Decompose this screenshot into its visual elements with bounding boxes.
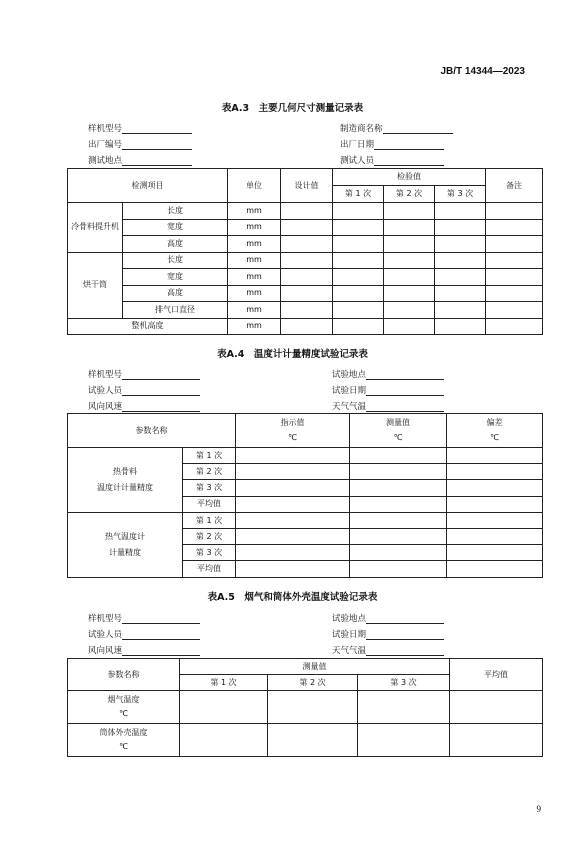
a4-group-name: 热骨料 温度计计量精度 [68, 448, 183, 513]
a5-header-run2: 第 2 次 [268, 675, 358, 691]
a3-group-name: 烘干筒 [68, 252, 123, 318]
cell[interactable] [447, 496, 543, 512]
cell[interactable] [333, 285, 384, 302]
cell[interactable] [486, 236, 543, 253]
cell[interactable] [447, 545, 543, 561]
cell[interactable] [333, 269, 384, 286]
a3-header-check: 检验值 [333, 169, 486, 186]
a3-header-run2: 第 2 次 [384, 186, 435, 203]
cell[interactable] [281, 236, 333, 253]
cell[interactable] [333, 203, 384, 220]
a4-row-label: 平均值 [183, 496, 236, 512]
cell[interactable] [435, 285, 486, 302]
a3-row-unit: mm [228, 285, 281, 302]
a3-factory-date-field: 出厂日期 [340, 138, 444, 150]
table-row [68, 269, 543, 286]
a4-weather-field: 天气气温 [332, 400, 444, 412]
cell[interactable] [281, 219, 333, 236]
a5-header-param: 参数名称 [68, 659, 180, 691]
a4-row-label: 第 1 次 [183, 448, 236, 464]
table-a5-title: 表A.5 烟气和筒体外壳温度试验记录表 [207, 592, 378, 603]
a3-tester-field: 测试人员 [340, 154, 444, 166]
a4-row-label: 平均值 [183, 561, 236, 577]
table-row [68, 691, 543, 724]
a5-header-measured: 测量值 [180, 659, 450, 675]
cell[interactable] [281, 285, 333, 302]
cell[interactable] [435, 269, 486, 286]
a3-group-name: 冷骨料提升机 [68, 203, 123, 253]
cell[interactable] [236, 448, 350, 464]
cell[interactable] [281, 269, 333, 286]
table-row [68, 302, 543, 319]
a4-wind-field: 风向风速 [88, 400, 200, 412]
table-row [68, 285, 543, 302]
a3-header-unit: 单位 [228, 169, 281, 203]
cell[interactable] [236, 512, 350, 528]
standard-number: JB/T 14344—2023 [440, 66, 525, 77]
cell[interactable] [486, 285, 543, 302]
a3-header-item: 检测项目 [68, 169, 228, 203]
a3-row-unit: mm [228, 219, 281, 236]
a3-row-label: 宽度 [123, 219, 228, 236]
a3-row-unit: mm [228, 252, 281, 269]
cell[interactable] [236, 496, 350, 512]
cell[interactable] [350, 464, 447, 480]
table-row [68, 724, 543, 757]
cell[interactable] [236, 464, 350, 480]
a4-group-name: 热气温度计 计量精度 [68, 512, 183, 577]
cell[interactable] [435, 302, 486, 319]
a3-row-label: 高度 [123, 285, 228, 302]
table-row [68, 219, 543, 236]
cell[interactable] [268, 691, 358, 724]
table-row [68, 318, 543, 335]
a3-row-unit: mm [228, 236, 281, 253]
a4-tester-field: 试验人员 [88, 384, 200, 396]
a3-row-unit: mm [228, 269, 281, 286]
cell[interactable] [384, 302, 435, 319]
cell[interactable] [268, 724, 358, 757]
cell[interactable] [447, 528, 543, 544]
a4-header-param: 参数名称 [68, 414, 236, 448]
cell[interactable] [358, 724, 450, 757]
cell[interactable] [486, 203, 543, 220]
cell[interactable] [435, 236, 486, 253]
cell[interactable] [486, 252, 543, 269]
cell[interactable] [384, 219, 435, 236]
cell[interactable] [333, 219, 384, 236]
cell[interactable] [384, 252, 435, 269]
cell[interactable] [333, 236, 384, 253]
cell[interactable] [281, 252, 333, 269]
a5-wind-field: 风向风速 [88, 644, 200, 656]
a5-tester-field: 试验人员 [88, 628, 200, 640]
cell[interactable] [447, 561, 543, 577]
cell[interactable] [450, 691, 543, 724]
cell[interactable] [447, 448, 543, 464]
a4-header-measured: 测量值 ℃ [350, 414, 447, 448]
a3-row-unit: mm [228, 203, 281, 220]
a3-total-label: 整机高度 [68, 318, 228, 335]
cell[interactable] [486, 219, 543, 236]
a5-location-field: 试验地点 [332, 612, 444, 624]
cell[interactable] [180, 691, 268, 724]
a5-header-avg: 平均值 [450, 659, 543, 691]
table-row [68, 448, 543, 464]
table-a5 [67, 658, 543, 757]
cell[interactable] [281, 302, 333, 319]
a3-manufacturer-field: 制造商名称 [340, 122, 453, 134]
a3-row-unit: mm [228, 302, 281, 319]
cell[interactable] [350, 528, 447, 544]
cell[interactable] [180, 724, 268, 757]
cell[interactable] [384, 318, 435, 335]
cell[interactable] [350, 561, 447, 577]
cell[interactable] [486, 302, 543, 319]
a4-row-label: 第 1 次 [183, 512, 236, 528]
cell[interactable] [450, 724, 543, 757]
cell[interactable] [350, 480, 447, 496]
table-row [68, 512, 543, 528]
a3-header-run1: 第 1 次 [333, 186, 384, 203]
cell[interactable] [236, 561, 350, 577]
a4-header-deviation: 偏差 ℃ [447, 414, 543, 448]
cell[interactable] [447, 464, 543, 480]
cell[interactable] [486, 269, 543, 286]
a5-row-label: 筒体外壳温度 ℃ [68, 724, 180, 757]
cell[interactable] [333, 252, 384, 269]
a5-model-field: 样机型号 [88, 612, 200, 624]
table-a4 [67, 413, 543, 578]
a4-header-indicated: 指示值 ℃ [236, 414, 350, 448]
a5-date-field: 试验日期 [332, 628, 444, 640]
a3-row-label: 长度 [123, 252, 228, 269]
cell[interactable] [350, 448, 447, 464]
a4-row-label: 第 3 次 [183, 480, 236, 496]
cell[interactable] [384, 269, 435, 286]
a4-row-label: 第 2 次 [183, 464, 236, 480]
a3-model-field: 样机型号 [88, 122, 192, 134]
page-number: 9 [536, 804, 541, 814]
cell[interactable] [236, 528, 350, 544]
cell[interactable] [350, 496, 447, 512]
a4-location-field: 试验地点 [332, 368, 444, 380]
cell[interactable] [236, 545, 350, 561]
a3-row-label: 宽度 [123, 269, 228, 286]
table-a4-title: 表A.4 温度计计量精度试验记录表 [217, 349, 368, 360]
cell[interactable] [486, 318, 543, 335]
a3-header-design: 设计值 [281, 169, 333, 203]
cell[interactable] [384, 236, 435, 253]
a3-header-remark: 备注 [486, 169, 543, 203]
a3-total-unit: mm [228, 318, 281, 335]
table-a3-title: 表A.3 主要几何尺寸测量记录表 [221, 103, 364, 114]
a5-header-run3: 第 3 次 [358, 675, 450, 691]
cell[interactable] [384, 285, 435, 302]
cell[interactable] [358, 691, 450, 724]
cell[interactable] [435, 252, 486, 269]
a3-row-label: 长度 [123, 203, 228, 220]
a5-header-run1: 第 1 次 [180, 675, 268, 691]
table-row [68, 203, 543, 220]
a4-date-field: 试验日期 [332, 384, 444, 396]
table-a3 [67, 168, 543, 335]
a3-row-label: 排气口直径 [123, 302, 228, 319]
cell[interactable] [435, 219, 486, 236]
a5-row-label: 烟气温度 ℃ [68, 691, 180, 724]
a5-weather-field: 天气气温 [332, 644, 444, 656]
cell[interactable] [236, 480, 350, 496]
a3-location-field: 测试地点 [88, 154, 192, 166]
cell[interactable] [447, 480, 543, 496]
a4-model-field: 样机型号 [88, 368, 200, 380]
cell[interactable] [350, 545, 447, 561]
a3-header-run3: 第 3 次 [435, 186, 486, 203]
cell[interactable] [435, 318, 486, 335]
a3-factory-no-field: 出厂编号 [88, 138, 192, 150]
a3-row-label: 高度 [123, 236, 228, 253]
cell[interactable] [384, 203, 435, 220]
cell[interactable] [447, 512, 543, 528]
cell[interactable] [333, 318, 384, 335]
table-row [68, 236, 543, 253]
cell[interactable] [281, 318, 333, 335]
cell[interactable] [435, 203, 486, 220]
cell[interactable] [281, 203, 333, 220]
a4-row-label: 第 2 次 [183, 528, 236, 544]
cell[interactable] [350, 512, 447, 528]
table-row [68, 252, 543, 269]
cell[interactable] [333, 302, 384, 319]
a4-row-label: 第 3 次 [183, 545, 236, 561]
